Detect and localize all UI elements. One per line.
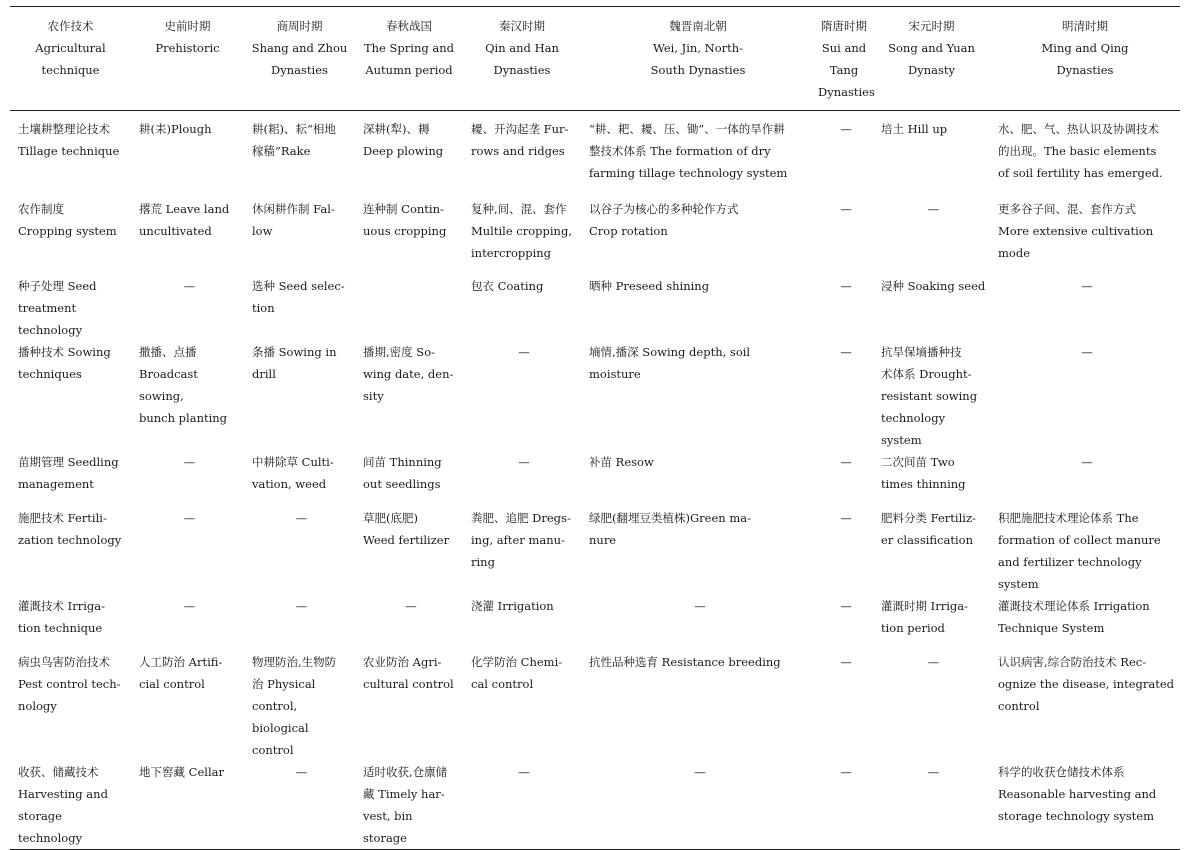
table-cell: 抗旱保墒播种技 术体系 Drought- resistant sowing technology system [881,345,978,447]
table-cell: 选种 Seed selec- tion [252,279,345,315]
table-cell: 培土 Hill up [881,122,948,136]
table-cell: — [840,279,852,293]
table-cell: 科学的收获仓储技术体系 Reasonable harvesting and storage technology system [998,765,1157,823]
row-label: 苗期管理 Seedling management [18,455,119,491]
table-cell: — [694,765,706,779]
table-cell: 抗性品种选育 Resistance breeding [589,655,781,669]
table-cell: 农业防治 Agri- cultural control [363,655,454,691]
row-label: 播种技术 Sowing techniques [18,345,111,381]
table-cell: 深耕(犁)、耨 Deep plowing [363,122,444,158]
table-cell: — [927,655,940,669]
table-cell: 认识病害,综合防治技术 Rec- ognize the disease, integrated control [998,655,1175,713]
table-cell: 浇灌 Irrigation [471,599,554,613]
table-cell: — [927,202,940,216]
row-label: 农作制度 Cropping system [18,202,117,238]
table-cell: — [694,599,706,613]
table-row [10,507,1180,595]
table-row [10,651,1180,761]
table-cell: — [183,279,196,293]
table-cell: 连种制 Contin- uous cropping [363,202,447,238]
header-cell: 商周时期 Shang and Zhou Dynasties [251,19,348,77]
table-cell: — [1081,455,1093,469]
row-label: 土壤耕整理论技术 Tillage technique [18,122,120,158]
table-cell: 撂荒 Leave land uncultivated [139,202,230,238]
table-cell: — [927,765,940,779]
table-cell: — [405,599,417,613]
row-label: 施肥技术 Fertili- zation technology [18,511,122,547]
table-cell: 浸种 Soaking seed [881,279,986,293]
table-row [10,595,1180,651]
table-row [10,198,1180,275]
table-cell: — [183,599,196,613]
table-cell: 补苗 Resow [589,455,654,469]
header-cell: 魏晋南北朝 Wei, Jin, North- South Dynasties [650,19,746,77]
header-cell: 春秋战国 The Spring and Autumn period [363,19,454,77]
table-cell: 播期,密度 So- wing date, den- sity [363,345,454,403]
table-cell: — [1081,279,1093,293]
table-cell: 休闲耕作制 Fal- low [252,202,335,238]
table-cell: — [840,765,852,779]
table-cell: — [295,765,308,779]
header-cell: 农作技术 Agricultural technique [35,19,106,77]
table-cell: 草肥(底肥) Weed fertilizer [363,511,450,547]
table-cell: — [518,455,530,469]
table-cell: 适时收获,仓廪储 藏 Timely har- vest, bin storage [363,765,448,845]
table-cell: 绿肥(翻埋豆类植株)Green ma- nure [589,511,751,547]
table-row [10,111,1180,199]
table-cell: — [840,345,852,359]
table-cell: — [1081,345,1093,359]
table-cell: — [840,599,852,613]
row-label: 种子处理 Seed treatment technology [18,279,97,337]
row-label: 灌溉技术 Irriga- tion technique [18,599,105,635]
table-cell: 积肥施肥技术理论体系 The formation of collect manure and fertilizer technology system [998,511,1161,591]
table-cell: 耕(耒)Plough [139,122,212,136]
table-cell: 中耕除草 Culti- vation, weed [252,455,334,491]
table-cell: 灌溉时期 Irriga- tion period [881,599,968,635]
table-cell: “耕、耙、耰、压、锄”、一体的旱作耕 整技术体系 The formation of dry farming tillage technology system [589,122,788,180]
header-cell: 宋元时期 Song and Yuan Dynasty [888,19,975,77]
table-cell: 耰、开沟起垄 Fur- rows and ridges [471,122,569,158]
table-cell: — [840,655,852,669]
table-row [10,341,1180,451]
header-cell: 隋唐时期 Sui and Tang Dynasties [818,19,875,99]
table-cell: 灌溉技术理论体系 Irrigation Technique System [998,599,1150,635]
header-cell: 明清时期 Ming and Qing Dynasties [1041,19,1129,77]
agricultural-technique-table [10,6,1180,850]
table-cell: 复种,间、混、套作 Multile cropping, intercropping [471,202,572,260]
table-row [10,761,1180,850]
row-label: 收获、储藏技术 Harvesting and storage technology [18,765,108,845]
table-cell: 耕(耜)、耘“相地 稼穑”Rake [252,122,336,158]
row-label: 病虫鸟害防治技术 Pest control tech- nology [18,655,121,713]
table-cell: — [183,455,196,469]
header-cell: 秦汉时期 Qin and Han Dynasties [485,19,559,77]
table-cell: 地下窖藏 Cellar [139,765,224,779]
table-cell: 以谷子为核心的多种轮作方式 Crop rotation [589,202,739,238]
table-row [10,275,1180,341]
header-row [10,7,1180,111]
table-cell: — [840,511,852,525]
header-cell: 史前时期 Prehistoric [155,19,220,55]
table-cell: — [840,202,852,216]
table-cell: 物理防治,生物防 治 Physical control, biological control [252,655,337,757]
table-cell: 化学防治 Chemi- cal control [471,655,563,691]
table-cell: 间苗 Thinning out seedlings [363,455,442,491]
table-row [10,451,1180,507]
table-cell: — [518,345,530,359]
table-cell: 肥料分类 Fertiliz- er classification [881,511,976,547]
table-cell: 更多谷子间、混、套作方式 More extensive cultivation mode [998,202,1154,260]
table-cell: 墒情,播深 Sowing depth, soil moisture [589,345,751,381]
table-cell: 二次间苗 Two times thinning [881,455,966,491]
table-cell: — [840,455,852,469]
table-cell: 水、肥、气、热认识及协调技术 的出现。The basic elements of soil fertility has emerged. [998,122,1163,180]
table-cell: 包衣 Coating [471,279,544,293]
table-cell: — [295,511,308,525]
table-cell: — [518,765,530,779]
table-cell: — [183,511,196,525]
table-cell: 撒播、点播 Broadcast sowing, bunch planting [139,345,228,425]
table-cell: 条播 Sowing in drill [252,345,337,381]
table-cell: 粪肥、追肥 Dregs- ing, after manu- ring [471,511,571,569]
table-cell: 晒种 Preseed shining [589,279,710,293]
table-cell: 人工防治 Artifi- cial control [139,655,223,691]
table-cell [355,275,463,341]
table-cell: — [295,599,308,613]
table-cell: — [840,122,852,136]
